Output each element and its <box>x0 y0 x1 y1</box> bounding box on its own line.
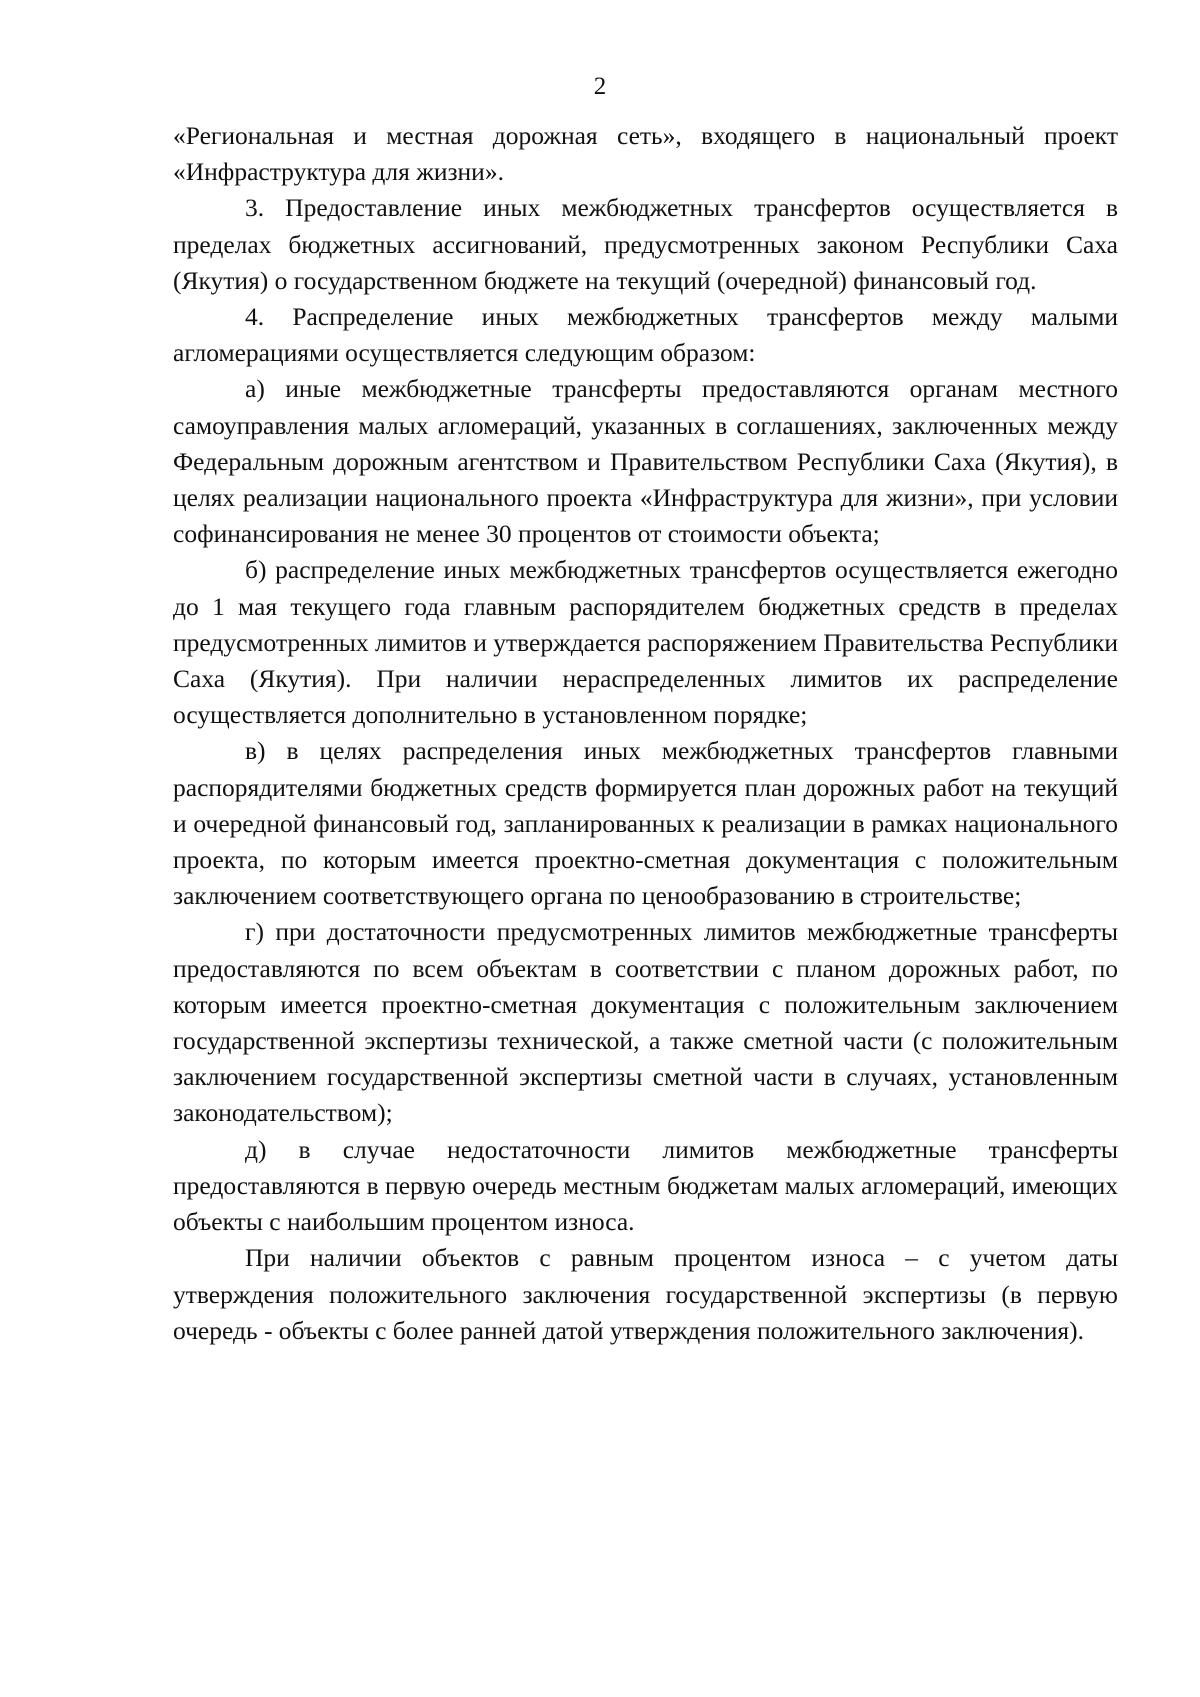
page-number: 2 <box>593 73 607 100</box>
paragraph-item-4v: в) в целях распределения иных межбюджетных трансфертов главными распорядителями бюджетных средств формируется план дорожных работ на текущий и очередной финансовый год, запланированных к реализации в рамках национального проекта, по которым имеется проектно-сметная документация с положительным заключением соответствующего органа по ценообразованию в строительстве; <box>173 736 1118 911</box>
paragraph-item-4a: а) иные межбюджетные трансферты предоставляются органам местного самоуправления малых агломераций, указанных в соглашениях, заключенных между Федеральным дорожным агентством и Правительством Республики Саха (Якутия), в целях реализации национального проекта «Инфраструктура для жизни», при условии софинансирования не менее 30 процентов от стоимости объекта; <box>173 374 1118 549</box>
paragraph-item-4b: б) распределение иных межбюджетных трансфертов осуществляется ежегодно до 1 мая текущего года главным распорядителем бюджетных средств в пределах предусмотренных лимитов и утверждается распоряжением Правительства Республики Саха (Якутия). При наличии нераспределенных лимитов их распределение осуществляется дополнительно в установленном порядке; <box>173 555 1118 730</box>
paragraph-item-4d: д) в случае недостаточности лимитов межбюджетные трансферты предоставляются в первую очередь местным бюджетам малых агломераций, имеющих объекты с наибольшим процентом износа. <box>173 1134 1118 1237</box>
document-body <box>173 118 1118 1349</box>
paragraph-item-4g: г) при достаточности предусмотренных лимитов межбюджетные трансферты предоставляются по всем объектам в соответствии с планом дорожных работ, по которым имеется проектно-сметная документация с положительным заключением государственной экспертизы технической, а также сметной части (с положительным заключением государственной экспертизы сметной части в случаях, установленным законодательством); <box>173 917 1118 1128</box>
paragraph-item-4: 4. Распределение иных межбюджетных трансфертов между малыми агломерациями осуществляется следующим образом: <box>173 302 1118 368</box>
paragraph-final: При наличии объектов с равным процентом износа – с учетом даты утверждения положительного заключения государственной экспертизы (в первую очередь - объекты с более ранней датой утверждения положительного заключения). <box>173 1243 1118 1345</box>
paragraph-continuation: «Региональная и местная дорожная сеть», входящего в национальный проект «Инфраструктура для жизни». <box>173 121 1118 187</box>
paragraph-item-3: 3. Предоставление иных межбюджетных трансфертов осуществляется в пределах бюджетных ассигнований, предусмотренных законом Республики Саха (Якутия) о государственном бюджете на текущий (очередной) финансовый год. <box>173 193 1118 295</box>
